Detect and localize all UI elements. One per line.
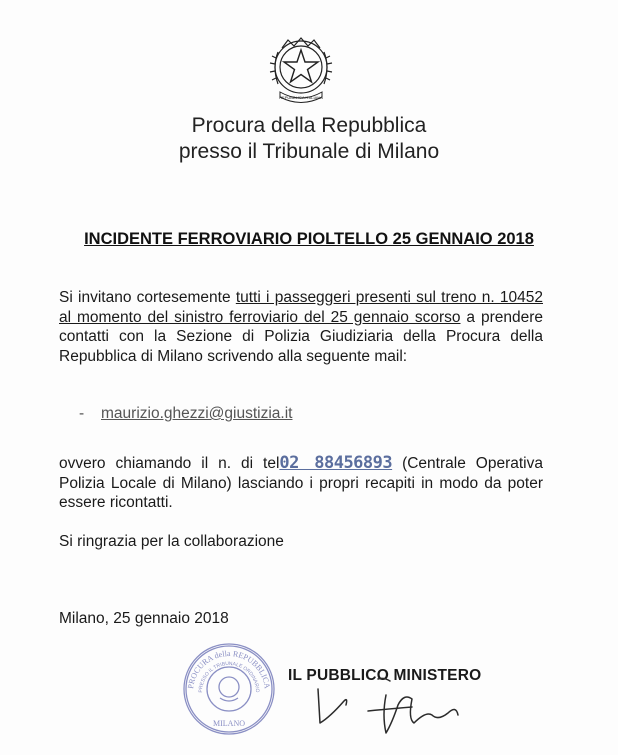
- stamp-text-top: PROCURA della REPUBBLICA: [186, 648, 272, 690]
- prosecutor-title: IL PUBBLICO MINISTERO: [288, 667, 482, 684]
- thanks-line: Si ringrazia per la collaborazione: [59, 533, 284, 550]
- office-name-line1: Procura della Repubblica: [191, 114, 427, 137]
- invitation-prefix: Si invitano cortesemente: [59, 289, 236, 306]
- office-name-line2: presso il Tribunale di Milano: [178, 140, 440, 163]
- handwritten-signature-icon: [308, 675, 478, 737]
- list-bullet: -: [79, 405, 85, 422]
- invitation-paragraph: [59, 288, 543, 366]
- invitation-underlined: tutti i passeggeri presenti sul treno n. 10452 al momento del sinistro ferroviario del 25 gennaio scorso: [59, 289, 543, 326]
- phone-prefix: ovvero chiamando il n. di tel: [59, 455, 280, 472]
- phone-paragraph: [59, 454, 543, 513]
- stamp-text-ring: PRESSO IL TRIBUNALE ORDINARIO: [197, 660, 261, 693]
- emblem-motto: REPUBBLICA ITALIANA: [279, 95, 323, 100]
- stamp-text-bottom: MILANO: [213, 719, 245, 728]
- mail-list-item: [79, 405, 292, 423]
- phone-number: 02 88456893: [279, 453, 393, 473]
- invitation-suffix: a prendere contatti con la Sezione di Polizia Giudiziaria della Procura della Repubblica di Milano scrivendo alla seguente mail:: [59, 308, 544, 365]
- email-link[interactable]: maurizio.ghezzi@giustizia.it: [101, 405, 293, 422]
- place-date: Milano, 25 gennaio 2018: [59, 610, 229, 627]
- phone-suffix: (Centrale Operativa Polizia Locale di Milano) lasciando i propri recapiti in modo da poter essere ricontatti.: [59, 455, 543, 511]
- notice-title: INCIDENTE FERROVIARIO PIOLTELLO 25 GENNAIO 2018: [84, 230, 534, 248]
- official-stamp-icon: [180, 640, 278, 738]
- italian-emblem-icon: [268, 34, 334, 106]
